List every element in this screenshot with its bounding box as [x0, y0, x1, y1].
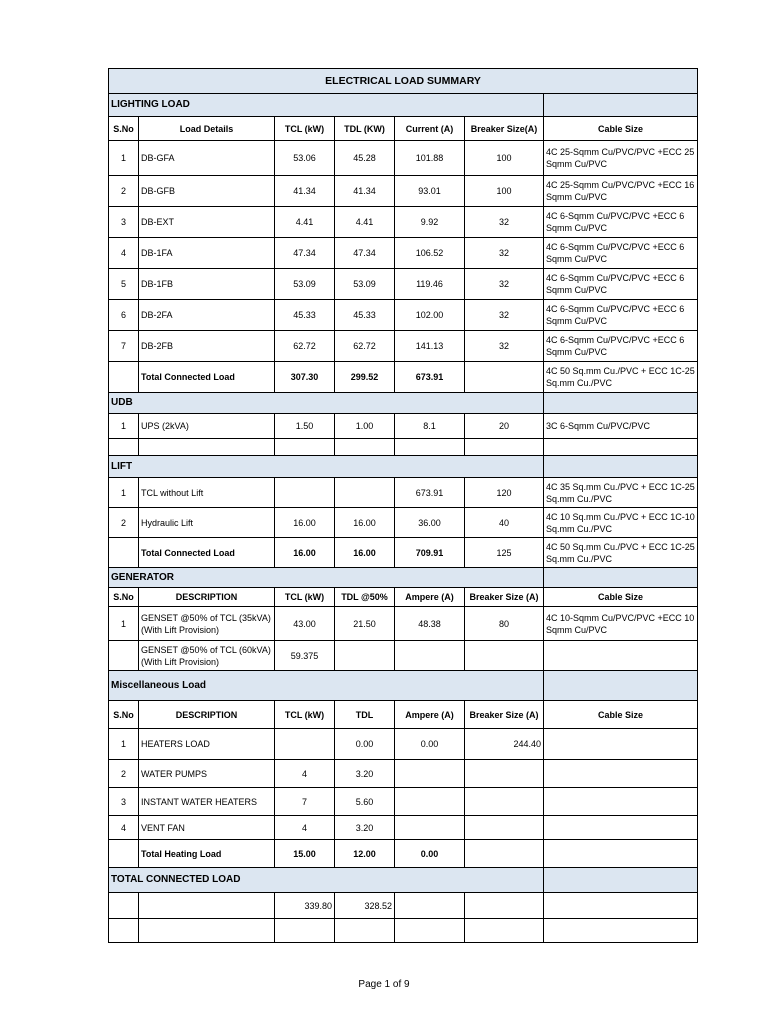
table-cell	[109, 840, 139, 868]
table-cell: 45.28	[335, 141, 395, 176]
section-title: UDB	[109, 393, 544, 414]
column-header-row	[109, 117, 698, 141]
table-cell	[544, 788, 698, 816]
section-spacer	[544, 671, 698, 701]
table-cell: 4C 6-Sqmm Cu/PVC/PVC +ECC 6 Sqmm Cu/PVC	[544, 238, 698, 269]
table-cell: 4.41	[335, 207, 395, 238]
table-cell: DB-GFA	[139, 141, 275, 176]
table-cell: 16.00	[335, 538, 395, 568]
table-cell: 299.52	[335, 362, 395, 393]
table-cell: 4C 6-Sqmm Cu/PVC/PVC +ECC 6 Sqmm Cu/PVC	[544, 331, 698, 362]
table-cell: 1.50	[275, 414, 335, 439]
empty-cell	[335, 439, 395, 456]
table-cell	[109, 641, 139, 671]
table-cell: TCL without Lift	[139, 478, 275, 508]
table-cell: 106.52	[395, 238, 465, 269]
table-cell: INSTANT WATER HEATERS	[139, 788, 275, 816]
table-cell: 53.09	[275, 269, 335, 300]
table-cell: DB-2FA	[139, 300, 275, 331]
table-cell	[335, 641, 395, 671]
table-cell	[465, 893, 544, 919]
empty-cell	[465, 439, 544, 456]
table-cell: 16.00	[275, 508, 335, 538]
table-cell: 4C 35 Sq.mm Cu./PVC + ECC 1C-25 Sq.mm Cu./PVC	[544, 478, 698, 508]
table-row	[109, 300, 698, 331]
column-header: S.No	[109, 117, 139, 141]
table-cell: 244.40	[465, 729, 544, 760]
table-cell: 0.00	[395, 840, 465, 868]
table-cell	[544, 729, 698, 760]
table-cell: 120	[465, 478, 544, 508]
table-cell: 62.72	[275, 331, 335, 362]
table-cell: 673.91	[395, 478, 465, 508]
section-title: TOTAL CONNECTED LOAD	[109, 868, 544, 893]
table-cell: 41.34	[275, 176, 335, 207]
column-header: DESCRIPTION	[139, 701, 275, 729]
table-cell: 59.375	[275, 641, 335, 671]
column-header: S.No	[109, 701, 139, 729]
table-cell: 6	[109, 300, 139, 331]
table-row	[109, 207, 698, 238]
empty-cell	[395, 439, 465, 456]
table-title: ELECTRICAL LOAD SUMMARY	[109, 69, 698, 94]
table-row	[109, 141, 698, 176]
empty-cell	[139, 919, 275, 943]
table-cell: GENSET @50% of TCL (60kVA) (With Lift Provision)	[139, 641, 275, 671]
table-cell: 4	[109, 816, 139, 840]
column-header: Breaker Size(A)	[465, 117, 544, 141]
column-header-row	[109, 701, 698, 729]
table-cell: 102.00	[395, 300, 465, 331]
table-row	[109, 816, 698, 840]
column-header: TCL (kW)	[275, 117, 335, 141]
table-cell: DB-1FB	[139, 269, 275, 300]
table-cell: 32	[465, 207, 544, 238]
empty-cell	[544, 919, 698, 943]
table-cell	[465, 788, 544, 816]
table-row	[109, 508, 698, 538]
table-cell	[465, 840, 544, 868]
table-cell: 125	[465, 538, 544, 568]
table-cell: 5	[109, 269, 139, 300]
column-header: TDL	[335, 701, 395, 729]
table-cell	[544, 840, 698, 868]
table-cell: 141.13	[395, 331, 465, 362]
table-cell	[139, 893, 275, 919]
table-cell: 4C 10-Sqmm Cu/PVC/PVC +ECC 10 Sqmm Cu/PVC	[544, 607, 698, 641]
empty-cell	[109, 439, 139, 456]
table-cell: 2	[109, 176, 139, 207]
table-cell	[395, 788, 465, 816]
table-cell: 1.00	[335, 414, 395, 439]
table-cell: 1	[109, 607, 139, 641]
table-cell: 20	[465, 414, 544, 439]
table-cell: 4.41	[275, 207, 335, 238]
table-cell: HEATERS LOAD	[139, 729, 275, 760]
table-cell: 5.60	[335, 788, 395, 816]
table-cell: 4C 25-Sqmm Cu/PVC/PVC +ECC 25 Sqmm Cu/PVC	[544, 141, 698, 176]
table-cell: WATER PUMPS	[139, 760, 275, 788]
table-cell: Total Heating Load	[139, 840, 275, 868]
table-cell: 4C 6-Sqmm Cu/PVC/PVC +ECC 6 Sqmm Cu/PVC	[544, 207, 698, 238]
section-header-row	[109, 393, 698, 414]
column-header: Ampere (A)	[395, 588, 465, 607]
table-cell: UPS (2kVA)	[139, 414, 275, 439]
section-header-row	[109, 568, 698, 588]
table-cell	[465, 362, 544, 393]
table-cell: 100	[465, 176, 544, 207]
table-cell: DB-EXT	[139, 207, 275, 238]
table-cell: 32	[465, 238, 544, 269]
column-header: Cable Size	[544, 701, 698, 729]
table-cell: DB-1FA	[139, 238, 275, 269]
table-cell	[275, 729, 335, 760]
table-cell: 3C 6-Sqmm Cu/PVC/PVC	[544, 414, 698, 439]
column-header: Cable Size	[544, 117, 698, 141]
table-cell: 32	[465, 269, 544, 300]
page-footer: Page 1 of 9	[358, 979, 410, 990]
column-header: Load Details	[139, 117, 275, 141]
table-cell: 15.00	[275, 840, 335, 868]
table-cell	[465, 816, 544, 840]
table-cell: GENSET @50% of TCL (35kVA) (With Lift Provision)	[139, 607, 275, 641]
empty-cell	[275, 439, 335, 456]
section-title: LIFT	[109, 456, 544, 478]
table-cell: 53.06	[275, 141, 335, 176]
title-row	[109, 69, 698, 94]
empty-cell	[109, 919, 139, 943]
table-row	[109, 788, 698, 816]
column-header: TCL (kW)	[275, 588, 335, 607]
table-row	[109, 269, 698, 300]
table-cell: 673.91	[395, 362, 465, 393]
table-cell: 16.00	[335, 508, 395, 538]
table-cell: 100	[465, 141, 544, 176]
column-header: Ampere (A)	[395, 701, 465, 729]
table-cell: 101.88	[395, 141, 465, 176]
section-spacer	[544, 868, 698, 893]
table-cell: 0.00	[395, 729, 465, 760]
table-cell	[544, 816, 698, 840]
table-row	[109, 238, 698, 269]
table-row	[109, 840, 698, 868]
table-cell: Total Connected Load	[139, 362, 275, 393]
table-cell: 0.00	[335, 729, 395, 760]
table-cell	[109, 893, 139, 919]
section-header-row	[109, 671, 698, 701]
load-summary-table	[108, 68, 698, 943]
table-cell: 16.00	[275, 538, 335, 568]
table-cell: Total Connected Load	[139, 538, 275, 568]
column-header: Breaker Size (A)	[465, 701, 544, 729]
empty-cell	[544, 439, 698, 456]
table-cell: 4	[275, 816, 335, 840]
table-cell: 1	[109, 478, 139, 508]
table-cell	[544, 893, 698, 919]
table-cell: 4C 50 Sq.mm Cu./PVC + ECC 1C-25 Sq.mm Cu./PVC	[544, 362, 698, 393]
section-header-row	[109, 456, 698, 478]
table-cell: 47.34	[335, 238, 395, 269]
table-cell: 328.52	[335, 893, 395, 919]
table-cell: 62.72	[335, 331, 395, 362]
table-cell: 32	[465, 300, 544, 331]
table-cell: 3	[109, 207, 139, 238]
table-cell: 4C 50 Sq.mm Cu./PVC + ECC 1C-25 Sq.mm Cu./PVC	[544, 538, 698, 568]
section-header-row	[109, 94, 698, 117]
section-header-row	[109, 868, 698, 893]
table-cell	[109, 538, 139, 568]
table-cell: DB-2FB	[139, 331, 275, 362]
empty-cell	[335, 919, 395, 943]
table-cell	[544, 760, 698, 788]
table-cell: 53.09	[335, 269, 395, 300]
empty-row	[109, 439, 698, 456]
table-cell	[335, 478, 395, 508]
table-cell: 93.01	[395, 176, 465, 207]
table-cell: 1	[109, 729, 139, 760]
table-cell: 1	[109, 414, 139, 439]
table-cell: 3.20	[335, 816, 395, 840]
table-row	[109, 538, 698, 568]
table-cell: 3.20	[335, 760, 395, 788]
table-cell	[395, 760, 465, 788]
table-cell: 21.50	[335, 607, 395, 641]
table-cell: VENT FAN	[139, 816, 275, 840]
table-cell: 119.46	[395, 269, 465, 300]
section-title: Miscellaneous Load	[109, 671, 544, 701]
table-cell: 40	[465, 508, 544, 538]
table-cell: 4C 10 Sq.mm Cu./PVC + ECC 1C-10 Sq.mm Cu./PVC	[544, 508, 698, 538]
empty-cell	[395, 919, 465, 943]
table-cell: 45.33	[335, 300, 395, 331]
table-cell: 7	[109, 331, 139, 362]
table-cell	[395, 893, 465, 919]
column-header: S.No	[109, 588, 139, 607]
table-cell: 3	[109, 788, 139, 816]
section-spacer	[544, 393, 698, 414]
table-cell: 8.1	[395, 414, 465, 439]
table-cell	[465, 641, 544, 671]
table-cell: 12.00	[335, 840, 395, 868]
table-row	[109, 729, 698, 760]
table-cell: 45.33	[275, 300, 335, 331]
table-cell	[544, 641, 698, 671]
table-row	[109, 478, 698, 508]
table-cell: 2	[109, 760, 139, 788]
empty-cell	[139, 439, 275, 456]
table-cell: 36.00	[395, 508, 465, 538]
table-cell	[109, 362, 139, 393]
table-cell: DB-GFB	[139, 176, 275, 207]
table-row	[109, 641, 698, 671]
table-cell: Hydraulic Lift	[139, 508, 275, 538]
table-row	[109, 331, 698, 362]
section-spacer	[544, 568, 698, 588]
table-row	[109, 607, 698, 641]
table-cell: 1	[109, 141, 139, 176]
table-row	[109, 760, 698, 788]
table-row	[109, 414, 698, 439]
table-cell: 4	[275, 760, 335, 788]
table-cell: 41.34	[335, 176, 395, 207]
section-spacer	[544, 94, 698, 117]
table-cell: 2	[109, 508, 139, 538]
table-cell: 307.30	[275, 362, 335, 393]
section-title: GENERATOR	[109, 568, 544, 588]
table-cell: 709.91	[395, 538, 465, 568]
table-cell	[465, 760, 544, 788]
table-row	[109, 893, 698, 919]
table-cell: 80	[465, 607, 544, 641]
table-cell: 9.92	[395, 207, 465, 238]
table-cell	[395, 816, 465, 840]
section-title: LIGHTING LOAD	[109, 94, 544, 117]
table-row	[109, 176, 698, 207]
table-cell: 43.00	[275, 607, 335, 641]
column-header-row	[109, 588, 698, 607]
column-header: DESCRIPTION	[139, 588, 275, 607]
column-header: TDL (KW)	[335, 117, 395, 141]
table-cell: 4C 25-Sqmm Cu/PVC/PVC +ECC 16 Sqmm Cu/PVC	[544, 176, 698, 207]
table-cell: 32	[465, 331, 544, 362]
table-cell: 4	[109, 238, 139, 269]
table-cell: 7	[275, 788, 335, 816]
table-cell	[395, 641, 465, 671]
table-cell: 4C 6-Sqmm Cu/PVC/PVC +ECC 6 Sqmm Cu/PVC	[544, 300, 698, 331]
empty-cell	[275, 919, 335, 943]
table-cell: 339.80	[275, 893, 335, 919]
empty-row	[109, 919, 698, 943]
table-cell: 4C 6-Sqmm Cu/PVC/PVC +ECC 6 Sqmm Cu/PVC	[544, 269, 698, 300]
column-header: Cable Size	[544, 588, 698, 607]
table-cell: 48.38	[395, 607, 465, 641]
column-header: TCL (kW)	[275, 701, 335, 729]
empty-cell	[465, 919, 544, 943]
column-header: Breaker Size (A)	[465, 588, 544, 607]
column-header: Current (A)	[395, 117, 465, 141]
table-cell	[275, 478, 335, 508]
column-header: TDL @50%	[335, 588, 395, 607]
section-spacer	[544, 456, 698, 478]
table-row	[109, 362, 698, 393]
table-cell: 47.34	[275, 238, 335, 269]
